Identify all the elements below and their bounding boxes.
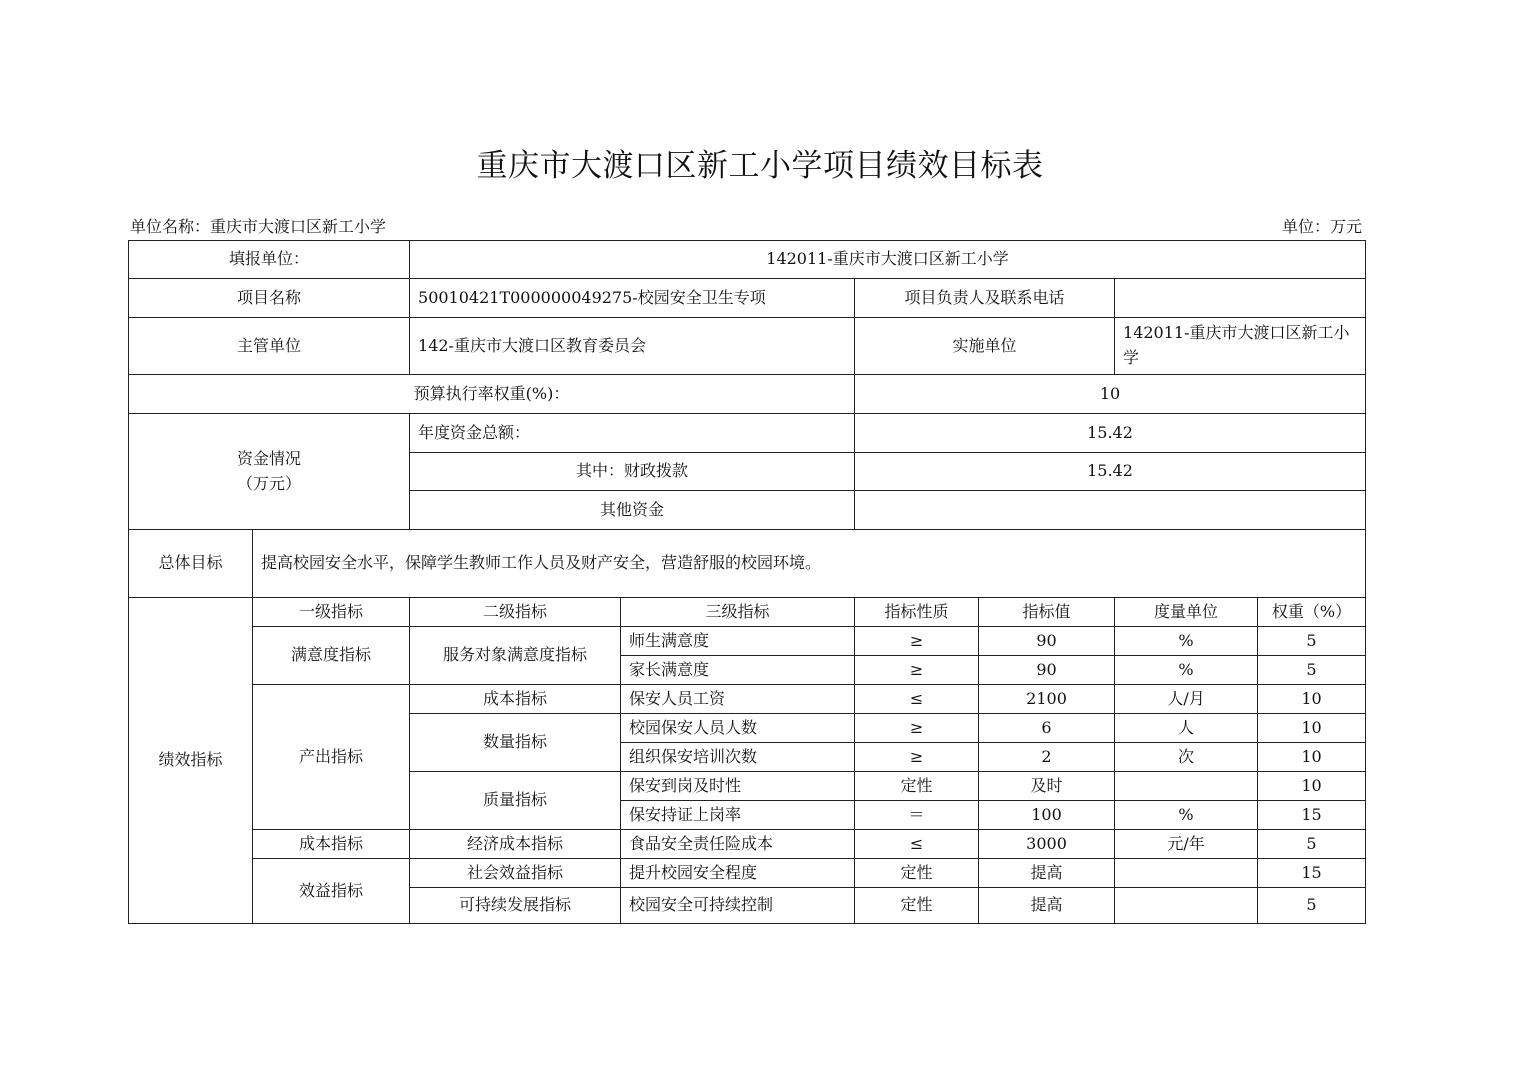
indicator-value: 提高 [979,859,1115,888]
indicator-value: 6 [979,714,1115,743]
table-row [129,530,1366,598]
indicator-nature: ≥ [855,656,979,685]
level2-sustainability: 可持续发展指标 [410,888,621,924]
indicator-name: 保安人员工资 [621,685,855,714]
header-nature: 指标性质 [855,598,979,627]
indicator-weight: 5 [1258,830,1366,859]
indicator-unit: 人/月 [1115,685,1258,714]
header-unit: 度量单位 [1115,598,1258,627]
indicator-value: 90 [979,656,1115,685]
table-row [129,375,1366,414]
indicator-nature: ≥ [855,743,979,772]
fill-unit-label: 填报单位： [129,241,410,279]
indicator-weight: 15 [1258,859,1366,888]
level2-quality: 质量指标 [410,772,621,830]
funds-label-cell [129,414,410,530]
level2-social-benefit: 社会效益指标 [410,859,621,888]
indicator-value: 及时 [979,772,1115,801]
indicator-nature: 定性 [855,888,979,924]
indicator-name: 食品安全责任险成本 [621,830,855,859]
project-name-value: 50010421T000000049275-校园安全卫生专项 [410,279,855,318]
level2-service-satisfaction: 服务对象满意度指标 [410,627,621,685]
header-level2: 二级指标 [410,598,621,627]
table-row [129,279,1366,318]
indicator-nature: ≤ [855,830,979,859]
indicator-name: 校园安全可持续控制 [621,888,855,924]
indicator-name: 家长满意度 [621,656,855,685]
indicator-unit: % [1115,627,1258,656]
indicator-nature: ≤ [855,685,979,714]
indicator-weight: 5 [1258,656,1366,685]
indicator-unit [1115,888,1258,924]
fiscal-label: 其中：财政拨款 [410,453,855,491]
annual-total-label: 年度资金总额： [410,414,855,453]
implement-label: 实施单位 [855,318,1115,375]
indicator-unit: % [1115,801,1258,830]
indicator-unit [1115,772,1258,801]
level1-satisfaction: 满意度指标 [253,627,410,685]
header-level3: 三级指标 [621,598,855,627]
indicator-weight: 5 [1258,888,1366,924]
other-funds-label: 其他资金 [410,491,855,530]
table-row [129,241,1366,279]
project-name-label: 项目名称 [129,279,410,318]
contact-label: 项目负责人及联系电话 [855,279,1115,318]
indicator-unit: 人 [1115,714,1258,743]
level1-cost: 成本指标 [253,830,410,859]
indicator-weight: 10 [1258,685,1366,714]
indicator-unit: 元/年 [1115,830,1258,859]
indicator-name: 提升校园安全程度 [621,859,855,888]
header-row [129,598,1366,627]
indicator-value: 100 [979,801,1115,830]
supervisor-label: 主管单位 [129,318,410,375]
funds-unit: （万元） [237,473,302,493]
header-level1: 一级指标 [253,598,410,627]
other-funds-value [855,491,1366,530]
perf-label: 绩效指标 [129,598,253,924]
indicator-unit: % [1115,656,1258,685]
fill-unit-value: 142011-重庆市大渡口区新工小学 [410,241,1366,279]
table-row [129,627,1366,656]
header-weight: 权重（%） [1258,598,1366,627]
budget-weight-label: 预算执行率权重(%)： [129,375,855,414]
indicator-name: 校园保安人员人数 [621,714,855,743]
supervisor-value: 142-重庆市大渡口区教育委员会 [410,318,855,375]
indicator-nature: 定性 [855,859,979,888]
performance-table [128,240,1366,924]
indicator-unit: 次 [1115,743,1258,772]
indicator-value: 2 [979,743,1115,772]
indicator-weight: 10 [1258,714,1366,743]
unit-currency: 单位：万元 [1281,217,1362,236]
unit-name: 单位名称：重庆市大渡口区新工小学 [130,217,387,236]
budget-weight-value: 10 [855,375,1366,414]
header-value: 指标值 [979,598,1115,627]
indicator-value: 3000 [979,830,1115,859]
table-row [129,685,1366,714]
indicator-name: 组织保安培训次数 [621,743,855,772]
annual-total-value: 15.42 [855,414,1366,453]
level2-cost: 成本指标 [410,685,621,714]
contact-value [1115,279,1366,318]
indicator-nature: 定性 [855,772,979,801]
indicator-weight: 15 [1258,801,1366,830]
level1-benefit: 效益指标 [253,859,410,924]
indicator-weight: 10 [1258,743,1366,772]
indicator-value: 2100 [979,685,1115,714]
funds-label: 资金情况 [237,448,302,468]
indicator-nature: ≥ [855,627,979,656]
indicator-nature: ＝ [855,801,979,830]
implement-value: 142011-重庆市大渡口区新工小学 [1115,318,1366,375]
table-row [129,318,1366,375]
level2-quantity: 数量指标 [410,714,621,772]
indicator-weight: 10 [1258,772,1366,801]
table-row [129,414,1366,453]
fiscal-value: 15.42 [855,453,1366,491]
indicator-weight: 5 [1258,627,1366,656]
table-row [129,830,1366,859]
indicator-name: 保安到岗及时性 [621,772,855,801]
goal-label: 总体目标 [129,530,253,598]
indicator-value: 90 [979,627,1115,656]
table-row [129,859,1366,888]
goal-value: 提高校园安全水平，保障学生教师工作人员及财产安全，营造舒服的校园环境。 [253,530,1366,598]
indicator-name: 保安持证上岗率 [621,801,855,830]
indicator-unit [1115,859,1258,888]
level1-output: 产出指标 [253,685,410,830]
level2-economic-cost: 经济成本指标 [410,830,621,859]
indicator-value: 提高 [979,888,1115,924]
indicator-nature: ≥ [855,714,979,743]
page-title: 重庆市大渡口区新工小学项目绩效目标表 [476,148,1044,184]
indicator-name: 师生满意度 [621,627,855,656]
